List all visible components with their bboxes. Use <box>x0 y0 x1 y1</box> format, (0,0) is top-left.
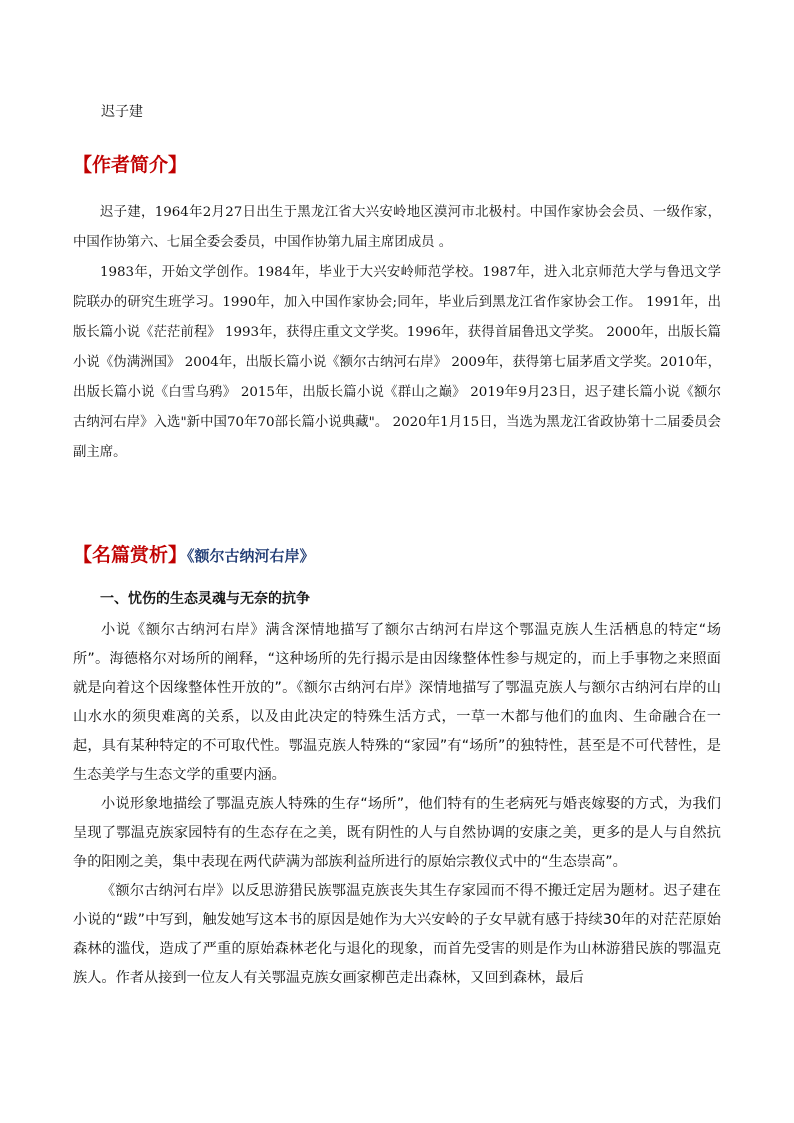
author-intro-heading: 【作者简介】 <box>73 154 188 176</box>
analysis-paragraph-2: 小说形象地描绘了鄂温克族人特殊的生存“场所”，他们特有的生老病死与婚丧嫁娶的方式，为我们呈现了鄂温克族家园特有的生态存在之美，既有阴性的人与自然协调的安康之美，更多的是人与自然抗争的阳刚之美，集中表现在两代萨满为部族利益所进行的原始宗教仪式中的“生态崇高”。 <box>73 796 721 870</box>
intro-paragraph-1: 迟子建，1964年2月27日出生于黑龙江省大兴安岭地区漠河市北极村。中国作家协会会员、一级作家，中国作协第六、七届全委会委员，中国作协第九届主席团成员 。 <box>73 205 721 250</box>
appreciation-heading: 【名篇赏析】 <box>73 544 188 566</box>
intro-paragraph-2: 1983年，开始文学创作。1984年，毕业于大兴安岭师范学校。1987年，进入北京师范大学与鲁迅文学院联办的研究生班学习。1990年，加入中国作家协会;同年，毕业后到黑龙江省作家协会工作。 1991年，出版长篇小说《茫茫前程》 1993年，获得庄重文文学奖。1996年，获得首届鲁迅文学奖。 2000年，出版长篇小说《伪满洲国》 2004年，出版长篇小说《额尔古纳河右岸》 2009年，获得第七届茅盾文学奖。2010年，出版长篇小说《白雪乌鸦》 2015年，出版长篇小说《群山之巅》 2019年9月23日，迟子建长篇小说《额尔古纳河右岸》入选"新中国70年70部长篇小说典藏"。 2020年1月15日，当选为黑龙江省政协第十二届委员会副主席。 <box>73 265 721 460</box>
analysis-paragraph-1: 小说《额尔古纳河右岸》满含深情地描写了额尔古纳河右岸这个鄂温克族人生活栖息的特定“场所”。海德格尔对场所的阐释，“这种场所的先行揭示是由因缘整体性参与规定的，而上手事物之来照面就是向着这个因缘整体性开放的”。《额尔古纳河右岸》深情地描写了鄂温克族人与额尔古纳河右岸的山山水水的须臾难离的关系，以及由此决定的特殊生活方式，一草一木都与他们的血肉、生命融合在一起，具有某种特定的不可取代性。鄂温克族人特殊的“家园”有“场所”的独特性，甚至是不可代替性，是生态美学与生态文学的重要内涵。 <box>73 622 721 783</box>
analysis-body <box>73 616 721 993</box>
author-name: 迟子建 <box>101 104 143 120</box>
book-title: 《额尔古纳河右岸》 <box>187 547 315 565</box>
analysis-subtitle: 一、忧伤的生态灵魂与无奈的抗争 <box>100 591 310 607</box>
section-heading-appreciation <box>73 540 315 567</box>
section-heading-author-intro <box>73 150 187 177</box>
analysis-paragraph-3: 《额尔古纳河右岸》以反思游猎民族鄂温克族丧失其生存家园而不得不搬迁定居为题材。迟子建在小说的“跋”中写到，触发她写这本书的原因是她作为大兴安岭的子女早就有感于持续30年的对茫茫原始森林的滥伐，造成了严重的原始森林老化与退化的现象，而首先受害的则是作为山林游猎民族的鄂温克族人。作者从接到一位友人有关鄂温克族女画家柳芭走出森林，又回到森林，最后 <box>73 883 721 986</box>
